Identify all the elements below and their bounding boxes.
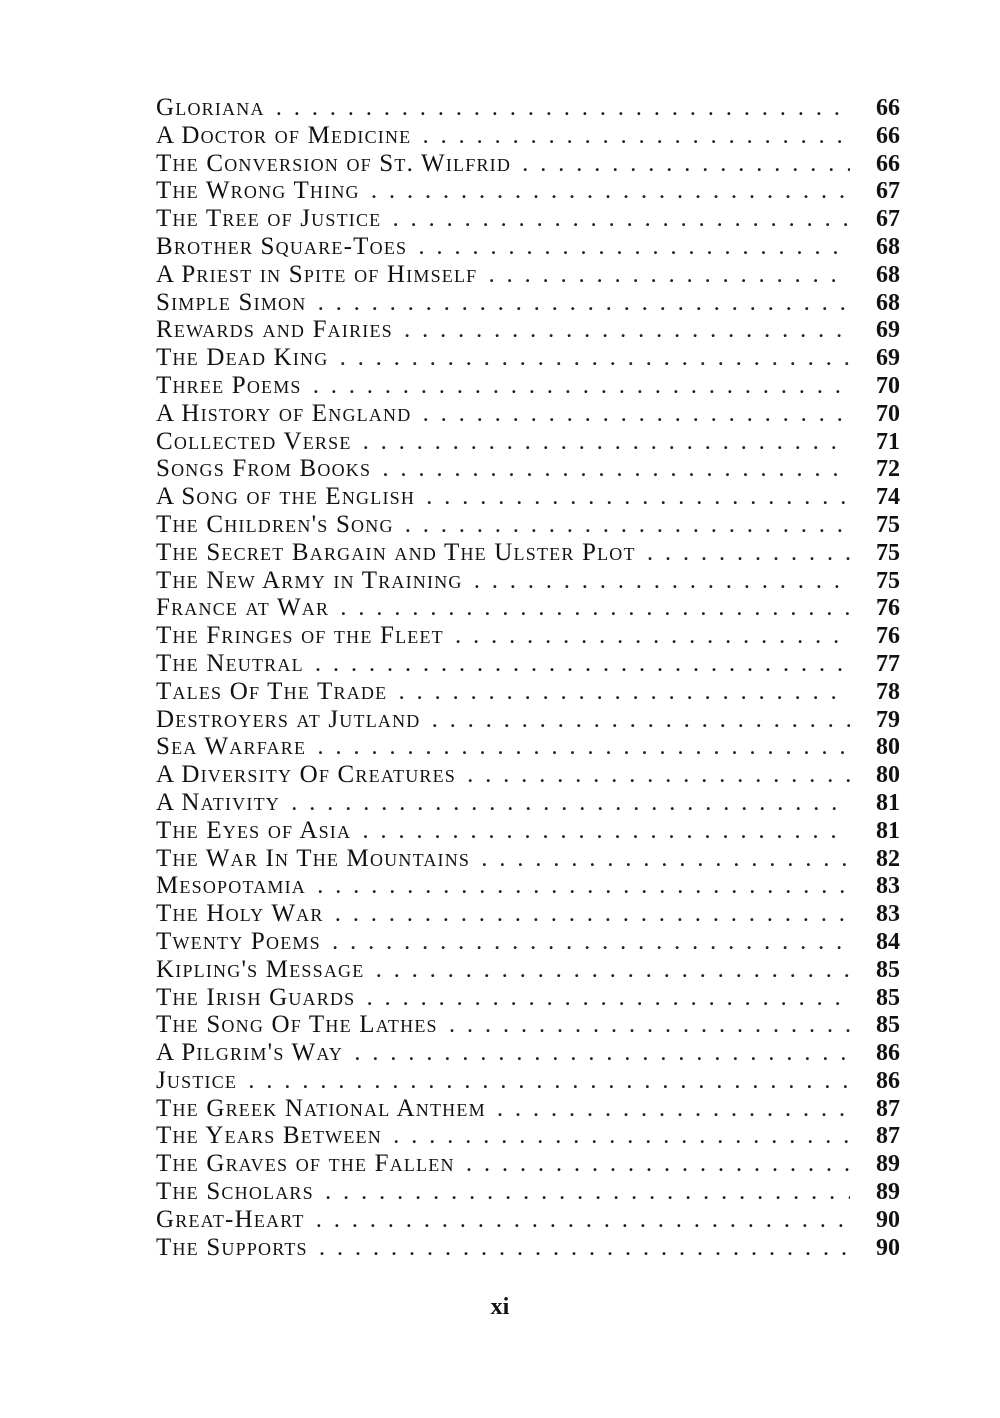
toc-entry [156,94,900,122]
toc-entry [156,1011,900,1039]
toc-entry-title: Kipling's Message [156,955,365,983]
toc-entry-title: The Irish Guards [156,983,356,1011]
dot-leader [419,235,850,263]
toc-entry-page: 77 [876,650,900,677]
dot-leader [482,847,850,875]
toc-entry-page: 80 [876,734,900,761]
toc-entry-title: The New Army in Training [156,566,463,594]
toc-entry-page: 84 [876,928,900,955]
toc-entry-page: 85 [876,984,900,1011]
dot-leader [363,819,850,847]
toc-entry-title: Collected Verse [156,427,352,455]
dot-leader [320,1236,850,1264]
toc-entry [156,400,900,428]
toc-entry-page: 75 [876,567,900,594]
toc-entry-page: 66 [876,95,900,121]
toc-entry [156,900,900,928]
dot-leader [406,513,850,541]
toc-entry [156,594,900,622]
dot-leader [648,541,850,569]
toc-entry [156,622,900,650]
toc-entry [156,650,900,678]
toc-entry-title: The Holy War [156,900,324,928]
dot-leader [372,179,850,207]
toc-entry-page: 81 [876,817,900,844]
toc-entry [156,1095,900,1123]
dot-leader [340,346,850,374]
toc-entry [156,455,900,483]
toc-entry [156,1206,900,1234]
dot-leader [317,1208,850,1236]
toc-entry-title: The Eyes of Asia [156,816,352,844]
toc-entry [156,428,900,456]
dot-leader [427,485,850,513]
toc-entry-page: 69 [876,317,900,344]
toc-entry-title: The Fringes of the Fleet [156,622,444,650]
toc-entry-page: 85 [876,1012,900,1039]
toc-entry-title: Songs From Books [156,455,372,483]
toc-entry-title: The War In The Mountains [156,844,471,872]
toc-entry [156,205,900,233]
toc-entry-title: The Wrong Thing [156,177,360,205]
dot-leader [367,986,850,1014]
toc-entry [156,789,900,817]
toc-entry-title: The Secret Bargain and The Ulster Plot [156,538,636,566]
dot-leader [292,791,850,819]
toc-entry-title: Twenty Poems [156,927,321,955]
toc-entry [156,761,900,789]
toc-entry-page: 82 [876,845,900,872]
toc-entry-page: 85 [876,956,900,983]
dot-leader [318,735,850,763]
toc-entry-title: Three Poems [156,371,302,399]
toc-entry-title: Sea Warfare [156,733,307,761]
toc-entry-page: 70 [876,372,900,399]
toc-entry [156,845,900,873]
toc-entry-page: 71 [876,428,900,455]
toc-entry [156,956,900,984]
toc-entry-page: 83 [876,901,900,928]
toc-entry-page: 69 [876,345,900,372]
toc-entry [156,872,900,900]
toc-entry-page: 89 [876,1179,900,1206]
toc-entry [156,344,900,372]
toc-entry [156,567,900,595]
dot-leader [376,958,850,986]
toc-entry-page: 86 [876,1040,900,1067]
dot-leader [399,680,850,708]
dot-leader [314,374,850,402]
toc-entry [156,316,900,344]
dot-leader [333,930,850,958]
toc-entry [156,539,900,567]
toc-entry-page: 67 [876,178,900,205]
dot-leader [523,152,850,180]
dot-leader [383,457,850,485]
toc-entry-title: The Song Of The Lathes [156,1011,438,1039]
toc-entry-title: A Diversity Of Creatures [156,761,457,789]
toc-entry [156,177,900,205]
dot-leader [450,1013,850,1041]
toc-entry-title: The Scholars [156,1178,314,1206]
toc-entry [156,928,900,956]
toc-entry-title: Justice [156,1066,238,1094]
toc-entry [156,289,900,317]
toc-entry-page: 76 [876,623,900,650]
toc-entry-title: Rewards and Fairies [156,316,393,344]
toc-entry-title: The Children's Song [156,510,394,538]
dot-leader [318,291,850,319]
toc-entry-page: 68 [876,261,900,288]
toc-entry-title: The Graves of the Fallen [156,1150,455,1178]
dot-leader [467,1152,850,1180]
toc-entry-page: 83 [876,873,900,900]
toc-entry [156,1122,900,1150]
toc-entry-page: 75 [876,511,900,538]
toc-entry-page: 79 [876,706,900,733]
toc-entry-page: 90 [876,1206,900,1233]
toc-entry [156,733,900,761]
toc-entry [156,678,900,706]
toc-entry-title: The Years Between [156,1122,382,1150]
toc-entry-page: 87 [876,1123,900,1150]
toc-entry-page: 74 [876,484,900,511]
toc-entry-title: Tales Of The Trade [156,677,388,705]
toc-entry-page: 78 [876,678,900,705]
toc-entry [156,372,900,400]
toc-entry-title: A Doctor of Medicine [156,121,412,149]
dot-leader [489,263,850,291]
toc-entry-title: The Conversion of St. Wilfrid [156,149,512,177]
toc-entry-title: The Supports [156,1233,308,1261]
toc-entry-title: The Greek National Anthem [156,1094,486,1122]
toc-entry-page: 66 [876,150,900,177]
dot-leader [318,874,850,902]
toc-entry-page: 72 [876,456,900,483]
dot-leader [316,652,850,680]
toc-entry-title: A Song of the English [156,483,416,511]
toc-entry-page: 81 [876,789,900,816]
toc-entry-title: The Dead King [156,344,329,372]
dot-leader [393,207,850,235]
dot-leader [249,1069,850,1097]
dot-leader [364,430,850,458]
toc-entry-page: 90 [876,1234,900,1261]
dot-leader [326,1180,850,1208]
toc-entry [156,261,900,289]
dot-leader [423,402,850,430]
toc-entry-title: Simple Simon [156,288,307,316]
toc-entry-title: France at War [156,594,330,622]
toc-entry-page: 68 [876,289,900,316]
toc-entry [156,1039,900,1067]
toc-entry-title: Mesopotamia [156,872,306,900]
toc-entry-page: 66 [876,122,900,149]
toc-entry [156,1178,900,1206]
toc-entry-title: A Pilgrim's Way [156,1039,344,1067]
toc-entry [156,122,900,150]
page-number: xi [490,1294,510,1320]
toc-entry-page: 70 [876,400,900,427]
dot-leader [468,763,850,791]
dot-leader [498,1097,850,1125]
table-of-contents [156,94,900,1261]
toc-entry-page: 68 [876,233,900,260]
dot-leader [475,569,850,597]
dot-leader [394,1124,850,1152]
toc-entry-page: 75 [876,539,900,566]
toc-entry-page: 76 [876,595,900,622]
toc-entry [156,150,900,178]
dot-leader [277,96,850,124]
toc-entry-title: Great-Heart [156,1205,305,1233]
dot-leader [433,708,851,736]
toc-entry-title: The Neutral [156,649,304,677]
dot-leader [423,124,850,152]
toc-entry [156,483,900,511]
dot-leader [355,1041,850,1069]
toc-entry-page: 87 [876,1095,900,1122]
toc-entry-title: Gloriana [156,94,265,121]
toc-entry-page: 86 [876,1067,900,1094]
dot-leader [336,902,850,930]
toc-entry [156,817,900,845]
dot-leader [341,596,850,624]
toc-entry [156,706,900,734]
dot-leader [456,624,850,652]
toc-entry [156,1234,900,1262]
toc-entry-title: A Nativity [156,788,280,816]
toc-entry [156,984,900,1012]
toc-entry [156,1067,900,1095]
toc-entry [156,511,900,539]
toc-entry-page: 80 [876,762,900,789]
toc-entry-title: Destroyers at Jutland [156,705,421,733]
toc-entry-title: Brother Square-Toes [156,232,408,260]
toc-entry-page: 89 [876,1151,900,1178]
toc-entry [156,1150,900,1178]
dot-leader [405,318,850,346]
toc-entry [156,233,900,261]
toc-entry-page: 67 [876,206,900,233]
toc-entry-title: A History of England [156,399,412,427]
toc-entry-title: A Priest in Spite of Himself [156,260,478,288]
toc-entry-title: The Tree of Justice [156,205,382,233]
